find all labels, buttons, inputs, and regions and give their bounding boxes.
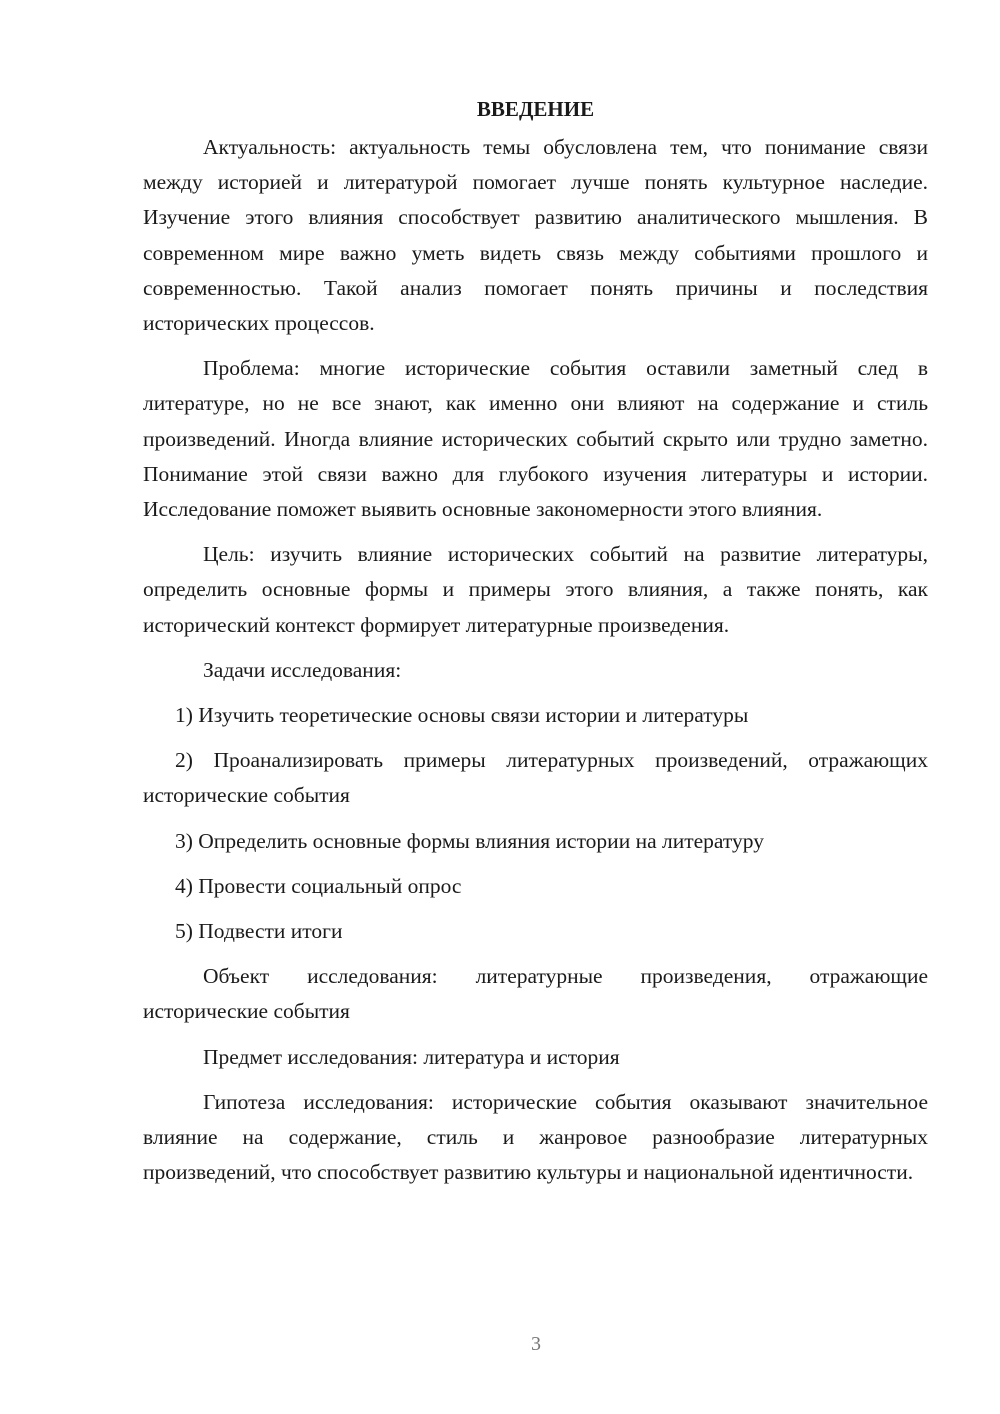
document-page (143, 92, 928, 1190)
paragraph-relevance: Актуальность: актуальность темы обусловлена тем, что понимание связи между историей и литературой помогает лучше понять культурное наследие. Изучение этого влияния способствует развитию аналитического мышления. В современном мире важно уметь видеть связь между событиями прошлого и современностью. Такой анализ помогает понять причины и последствия исторических процессов. (143, 135, 928, 336)
paragraph-tasks-heading: Задачи исследования: (203, 657, 402, 682)
list-item-task-3: 3) Определить основные формы влияния истории на литературу (175, 828, 764, 853)
list-item-task-1: 1) Изучить теоретические основы связи истории и литературы (175, 703, 749, 728)
paragraph-object: Объект исследования: литературные произведения, отражающие исторические события (143, 964, 928, 1024)
page-title: ВВЕДЕНИЕ (476, 97, 595, 121)
list-item-task-2: 2) Проанализировать примеры литературных произведений, отражающих исторические события (143, 748, 928, 808)
list-item-task-5: 5) Подвести итоги (175, 919, 343, 944)
paragraph-problem: Проблема: многие исторические события оставили заметный след в литературе, но не все знают, как именно они влияют на содержание и стиль произведений. Иногда влияние исторических событий скрыто или трудно заметно. Понимание этой связи важно для глубокого изучения литературы и истории. Исследование поможет выявить основные закономерности этого влияния. (143, 356, 928, 522)
paragraph-hypothesis: Гипотеза исследования: исторические события оказывают значительное влияние на содержание, стиль и жанровое разнообразие литературных произведений, что способствует развитию культуры и национальной идентичности. (143, 1089, 928, 1185)
paragraph-subject: Предмет исследования: литература и история (203, 1044, 620, 1069)
paragraph-goal: Цель: изучить влияние исторических событий на развитие литературы, определить основные формы и примеры этого влияния, а также понять, как исторический контекст формирует литературные произведения. (143, 542, 928, 637)
page-number: 3 (531, 1333, 541, 1355)
list-item-task-4: 4) Провести социальный опрос (175, 873, 462, 898)
